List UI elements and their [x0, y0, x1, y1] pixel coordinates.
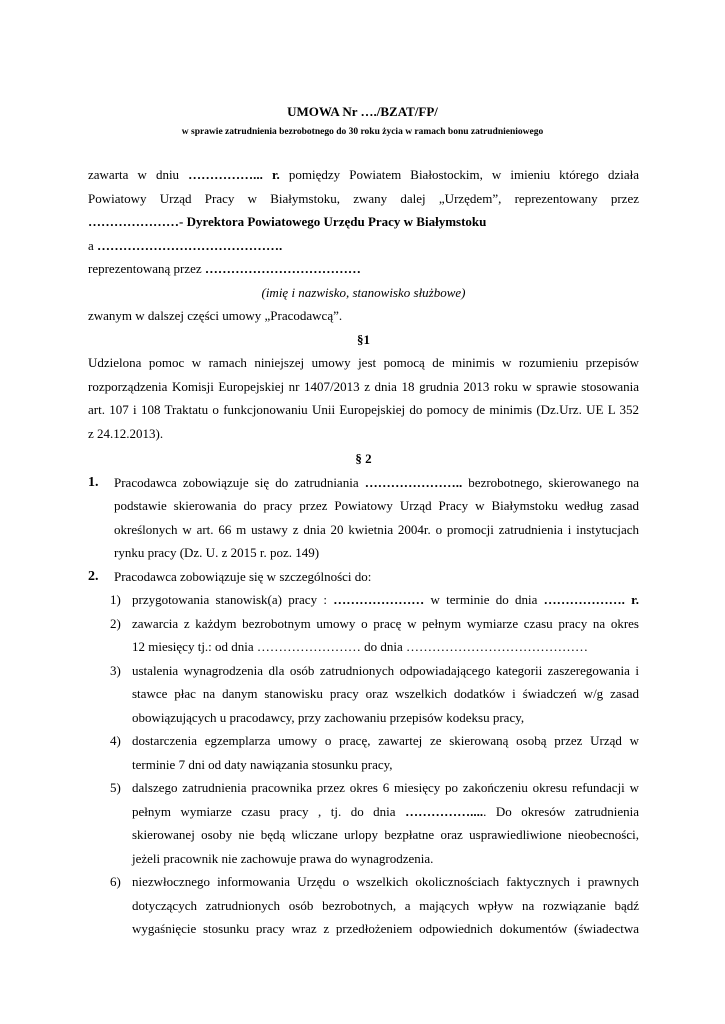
document-body	[88, 163, 639, 941]
date-placeholder: ……………... r.	[188, 167, 280, 182]
paragraph-number: 2.	[88, 568, 99, 584]
representative-hint: (imię i nazwisko, stanowisko służbowe)	[261, 284, 466, 300]
list-item: 3) ustalenia wynagrodzenia dla osób zatrudnionych odpowiadającego kategorii zaszeregowania i stawce płac na danym stanowisku pracy oraz wszelkich dodatków i świadczeń w/g zasad obowiązujących u pracodawcy, przy zachowaniu przepisów kodeksu pracy,	[110, 662, 639, 725]
paragraph-1: 1. Pracodawca zobowiązuje się do zatrudniania ………………….. bezrobotnego, skierowanego na podstawie skierowania do pracy przez Powiatowy Urząd Pracy w Białymstoku według zasad określonych w art. 66 m ustawy z dnia 20 kwietnia 2004r. o promocji zatrudnienia i instytucjach rynku pracy (Dz. U. z 2015 r. poz. 149)	[88, 471, 639, 565]
section-1-line: z 24.12.2013).	[88, 425, 164, 441]
intro-line-1: zawarta w dniu ……………... r. pomiędzy Powiatem Białostockim, w imieniu którego działa	[88, 167, 640, 182]
list-item: 5) dalszego zatrudnienia pracownika przez okres 6 miesięcy po zakończeniu okresu refundacji w pełnym wymiarze czasu pracy , tj. do dnia ……………..... Do okresów zatrudnienia skierowanej osoby nie będą wliczane urlopy bezpłatne oraz usprawiedliwione nieobecności, jeżeli pracownik nie zachowuje prawa do wynagrodzenia.	[110, 780, 639, 866]
section-1-line: art. 107 i 108 Traktatu o funkcjonowaniu Unii Europejskiej do pomocy de minimis (Dz.Urz. UE L 352	[88, 402, 639, 417]
list-item: 1) przygotowania stanowisk(a) pracy : ………………… w terminie do dnia ………………. r.	[110, 592, 639, 607]
paragraph-number: 1.	[88, 474, 99, 490]
intro-closing: zwanym w dalszej części umowy „Pracodawcą”.	[88, 308, 343, 323]
paragraph-2: 2. Pracodawca zobowiązuje się w szczególności do:	[88, 565, 639, 589]
section-1-line: Udzielona pomoc w ramach niniejszej umowy jest pomocą de minimis w rozumieniu przepisów	[88, 355, 639, 370]
intro-line-2: Powiatowy Urząd Pracy w Białymstoku, zwany dalej „Urzędem”, reprezentowany przez	[88, 190, 639, 206]
list-item: 6) niezwłocznego informowania Urzędu o wszelkich okolicznościach faktycznych i prawnych dotyczących zatrudnionych osób bezrobotnych, a mających wpływ na rozwiązanie bądź wygaśnięcie stosunku pracy wraz z przedłożeniem odpowiednich dokumentów (świadectwa	[110, 874, 639, 936]
document-subtitle: w sprawie zatrudnienia bezrobotnego do 30 roku życia w ramach bonu zatrudnieniowego	[181, 127, 544, 137]
director-line: …………………- Dyrektora Powiatowego Urzędu Pracy w Białymstoku	[88, 214, 487, 229]
employer-line: a …………………………………….	[88, 237, 283, 253]
list-item: 4) dostarczenia egzemplarza umowy o pracę, zawartej ze skierowaną osobą przez Urząd w terminie 7 dni od daty nawiązania stosunku pracy,	[110, 733, 639, 772]
document-title: UMOWA Nr …./BZAT/FP/	[287, 104, 438, 119]
obligations-list	[110, 588, 639, 941]
section-1-line: rozporządzenia Komisji Europejskiej nr 1407/2013 z dnia 18 grudnia 2013 roku w sprawie stosowania	[88, 378, 639, 394]
list-item: 2) zawarcia z każdym bezrobotnym umowy o pracę w pełnym wymiarze czasu pracy na okres 12 miesięcy tj.: od dnia …………………… do dnia ……………………………………	[110, 615, 639, 654]
representative-line: reprezentowaną przez ………………………………	[88, 261, 361, 276]
section-1-heading: §1	[357, 331, 370, 347]
section-2-heading: § 2	[355, 451, 372, 466]
